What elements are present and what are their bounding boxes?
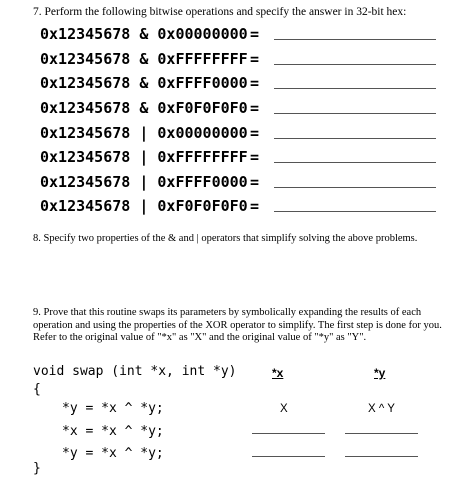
- code-line-2: *x = *x ^ *y;: [62, 424, 164, 439]
- code-close-brace: }: [33, 461, 41, 476]
- bitwise-expression: 0x12345678 | 0xFFFF0000: [40, 173, 248, 191]
- answer-blank[interactable]: [274, 162, 436, 163]
- step-3-y-blank[interactable]: [345, 456, 418, 457]
- bitwise-expression: 0x12345678 & 0x00000000: [40, 25, 248, 43]
- code-open-brace: {: [33, 382, 41, 397]
- first-step-x-value: X: [280, 403, 288, 415]
- bitwise-row: [40, 148, 460, 168]
- step-2-x-blank[interactable]: [252, 433, 325, 434]
- bitwise-row: [40, 74, 460, 94]
- answer-blank[interactable]: [274, 113, 436, 114]
- answer-blank[interactable]: [274, 88, 436, 89]
- code-line-3: *y = *x ^ *y;: [62, 446, 164, 461]
- answer-blank[interactable]: [274, 138, 436, 139]
- equals-sign: =: [250, 173, 260, 191]
- equals-sign: =: [250, 124, 260, 142]
- equals-sign: =: [250, 197, 260, 215]
- column-header-x: *x: [272, 366, 284, 380]
- bitwise-row: [40, 124, 460, 144]
- equals-sign: =: [250, 25, 260, 43]
- answer-blank[interactable]: [274, 187, 436, 188]
- first-step-y-value: X ^ Y: [368, 403, 395, 415]
- bitwise-expression: 0x12345678 | 0xFFFFFFFF: [40, 148, 248, 166]
- q8-question: 8. Specify two properties of the & and | operators that simplify solving the above problems.: [33, 233, 418, 244]
- bitwise-row: [40, 173, 460, 193]
- equals-sign: =: [250, 74, 260, 92]
- bitwise-expression: 0x12345678 | 0xF0F0F0F0: [40, 197, 248, 215]
- q9-question: 9. Prove that this routine swaps its parameters by symbolically expanding the results of each operation and using the properties of the XOR operator to simplify. The first step is done for you. Refer to the original value of "*x" as "X" and the original value of "*y" as "Y".: [33, 307, 442, 343]
- code-signature: void swap (int *x, int *y): [33, 364, 237, 379]
- bitwise-row: [40, 25, 460, 45]
- answer-blank[interactable]: [274, 211, 436, 212]
- step-2-y-blank[interactable]: [345, 433, 418, 434]
- bitwise-expression: 0x12345678 | 0x00000000: [40, 124, 248, 142]
- equals-sign: =: [250, 50, 260, 68]
- bitwise-expression: 0x12345678 & 0xF0F0F0F0: [40, 99, 248, 117]
- q7-title: 7. Perform the following bitwise operations and specify the answer in 32-bit hex:: [33, 6, 407, 18]
- bitwise-row: [40, 50, 460, 70]
- bitwise-row: [40, 197, 460, 217]
- answer-blank[interactable]: [274, 39, 436, 40]
- bitwise-expression: 0x12345678 & 0xFFFF0000: [40, 74, 248, 92]
- bitwise-expression: 0x12345678 & 0xFFFFFFFF: [40, 50, 248, 68]
- column-header-y: *y: [374, 366, 386, 380]
- equals-sign: =: [250, 148, 260, 166]
- answer-blank[interactable]: [274, 64, 436, 65]
- equals-sign: =: [250, 99, 260, 117]
- step-3-x-blank[interactable]: [252, 456, 325, 457]
- code-line-1: *y = *x ^ *y;: [62, 401, 164, 416]
- bitwise-row: [40, 99, 460, 119]
